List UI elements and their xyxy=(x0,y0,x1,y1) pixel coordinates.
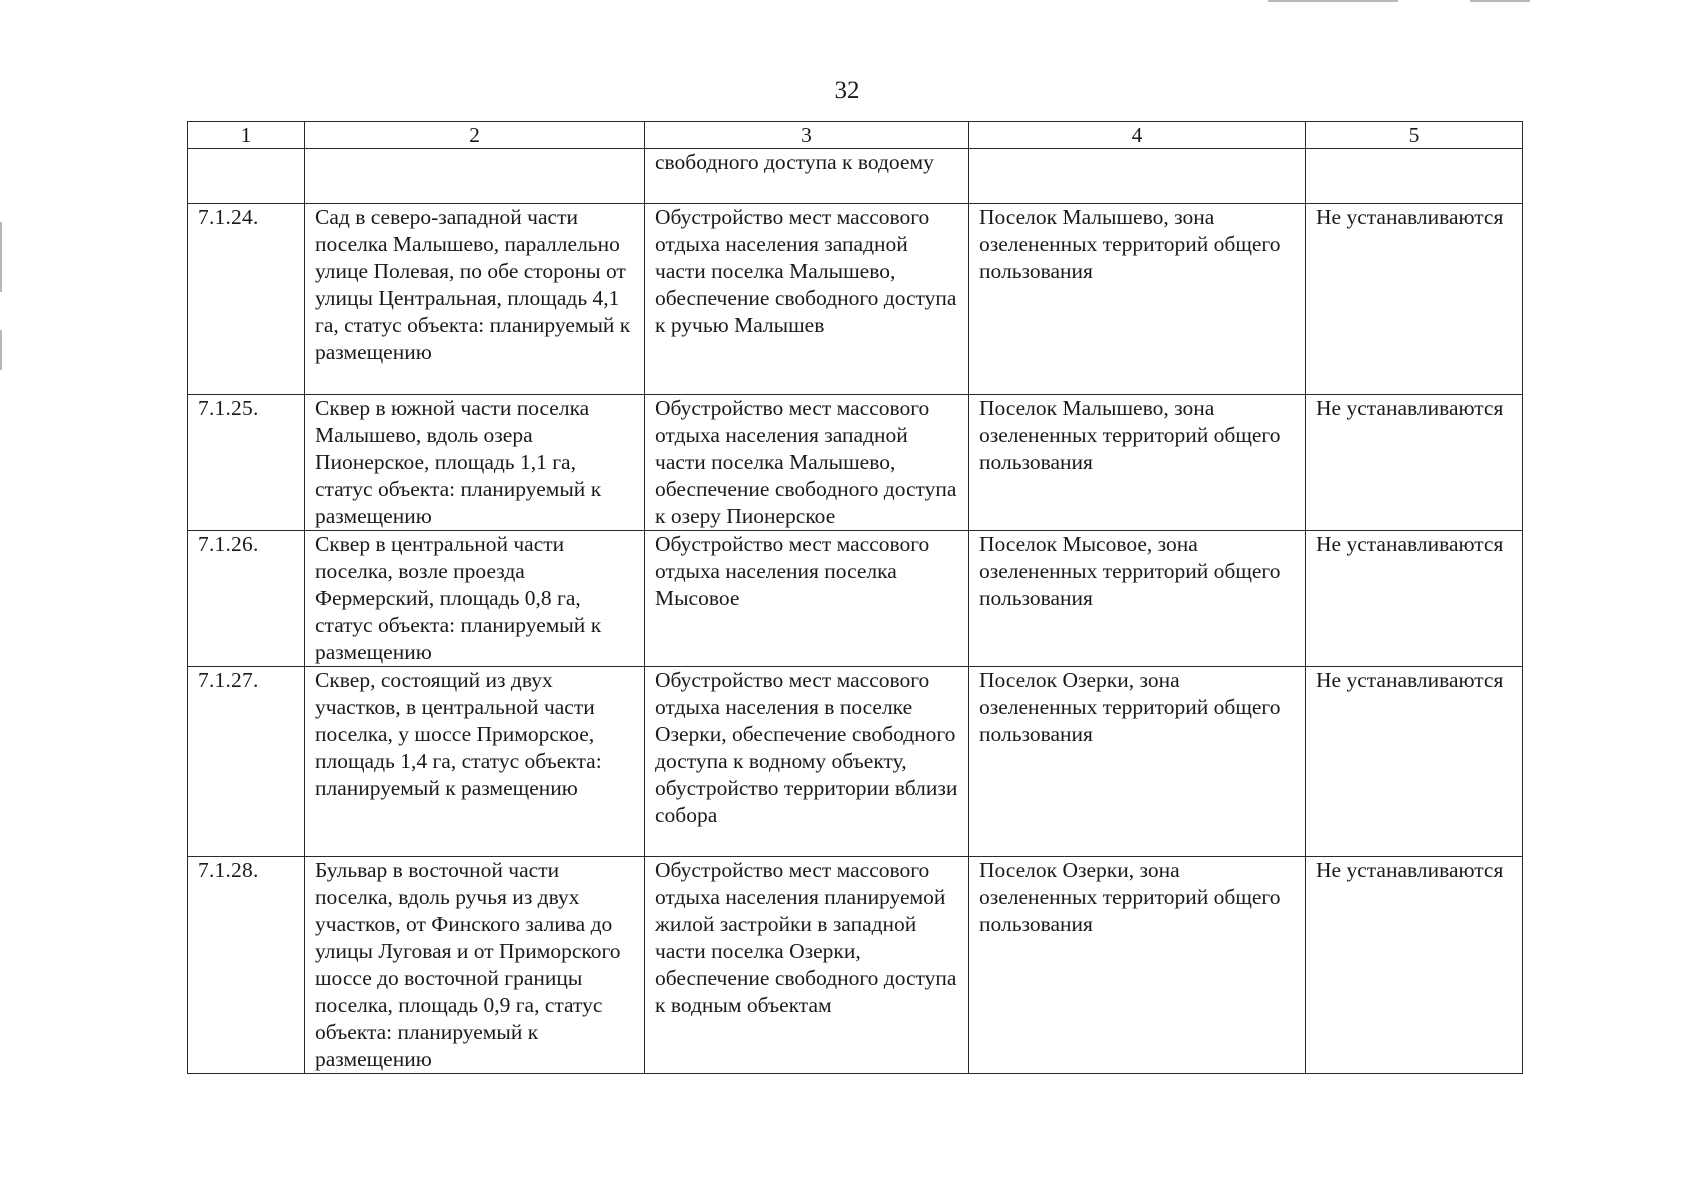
header-cell: 4 xyxy=(969,122,1306,149)
header-cell: 2 xyxy=(305,122,645,149)
cell-object: Сад в северо-западной части поселка Малышево, параллельно улице Полевая, по обе стороны от улицы Центральная, площадь 4,1 га, статус объекта: планируемый к размещению xyxy=(305,204,645,395)
cell-purpose: Обустройство мест массового отдыха населения планируемой жилой застройки в западной части поселка Озерки, обеспечение свободного доступа к водным объектам xyxy=(645,857,969,1074)
scan-edge-mark xyxy=(1470,0,1530,2)
cell-purpose: Обустройство мест массового отдыха населения западной части поселка Малышево, обеспечение свободного доступа к ручью Малышев xyxy=(645,204,969,395)
cell-num: 7.1.24. xyxy=(188,204,305,395)
cell-object: Бульвар в восточной части поселка, вдоль ручья из двух участков, от Финского залива до улицы Луговая и от Приморского шоссе до восточной границы поселка, площадь 0,9 га, статус объекта: планируемый к размещению xyxy=(305,857,645,1074)
cell-purpose: Обустройство мест массового отдыха населения поселка Мысовое xyxy=(645,531,969,667)
cell-purpose: свободного доступа к водоему xyxy=(645,149,969,204)
table-row xyxy=(188,395,1523,531)
header-cell: 3 xyxy=(645,122,969,149)
table-row xyxy=(188,857,1523,1074)
cell-location xyxy=(969,149,1306,204)
page-number: 32 xyxy=(834,77,860,104)
cell-zones xyxy=(1306,149,1523,204)
cell-num: 7.1.26. xyxy=(188,531,305,667)
document-table xyxy=(187,121,1523,1074)
cell-num: 7.1.27. xyxy=(188,667,305,857)
cell-zones: Не устанавливаются xyxy=(1306,395,1523,531)
cell-object: Сквер в центральной части поселка, возле проезда Фермерский, площадь 0,8 га, статус объекта: планируемый к размещению xyxy=(305,531,645,667)
cell-num xyxy=(188,149,305,204)
cell-zones: Не устанавливаются xyxy=(1306,204,1523,395)
scan-edge-mark xyxy=(0,222,2,292)
cell-zones: Не устанавливаются xyxy=(1306,667,1523,857)
cell-purpose: Обустройство мест массового отдыха населения западной части поселка Малышево, обеспечение свободного доступа к озеру Пионерское xyxy=(645,395,969,531)
cell-location: Поселок Озерки, зона озелененных территорий общего пользования xyxy=(969,667,1306,857)
cell-purpose: Обустройство мест массового отдыха населения в поселке Озерки, обеспечение свободного доступа к водному объекту, обустройство территории вблизи собора xyxy=(645,667,969,857)
cell-location: Поселок Малышево, зона озелененных территорий общего пользования xyxy=(969,395,1306,531)
table-row xyxy=(188,531,1523,667)
scan-edge-mark xyxy=(1268,0,1398,2)
cell-object xyxy=(305,149,645,204)
table-row xyxy=(188,204,1523,395)
cell-num: 7.1.28. xyxy=(188,857,305,1074)
cell-num: 7.1.25. xyxy=(188,395,305,531)
header-cell: 5 xyxy=(1306,122,1523,149)
header-cell: 1 xyxy=(188,122,305,149)
scan-edge-mark xyxy=(0,330,2,370)
cell-zones: Не устанавливаются xyxy=(1306,531,1523,667)
cell-location: Поселок Малышево, зона озелененных территорий общего пользования xyxy=(969,204,1306,395)
table-row xyxy=(188,667,1523,857)
cell-object: Сквер, состоящий из двух участков, в центральной части поселка, у шоссе Приморское, площадь 1,4 га, статус объекта: планируемый к размещению xyxy=(305,667,645,857)
cell-object: Сквер в южной части поселка Малышево, вдоль озера Пионерское, площадь 1,1 га, статус объекта: планируемый к размещению xyxy=(305,395,645,531)
cell-zones: Не устанавливаются xyxy=(1306,857,1523,1074)
table-header-row xyxy=(188,122,1523,149)
table-row-continuation xyxy=(188,149,1523,204)
cell-location: Поселок Мысовое, зона озелененных территорий общего пользования xyxy=(969,531,1306,667)
cell-location: Поселок Озерки, зона озелененных территорий общего пользования xyxy=(969,857,1306,1074)
